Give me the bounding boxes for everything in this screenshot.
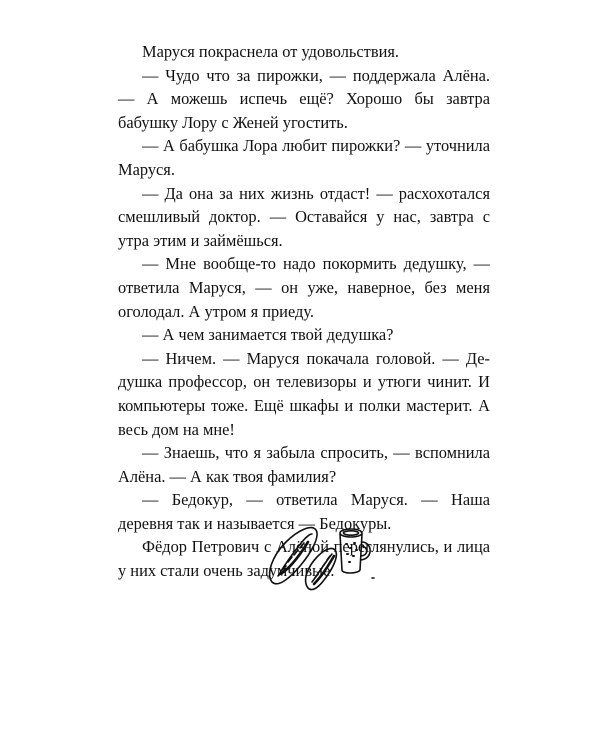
paragraph-4: — Да она за них жизнь отдаст! — расхохотался смешливый доктор. — Оставайся у нас, завтра с утра этим и займёшься.: [118, 183, 490, 250]
paragraph-3: — А бабушка Лора любит пирожки? — уточнила Маруся.: [118, 136, 490, 179]
paragraph-2: — Чудо что за пирожки, — поддержала Алёна. — А можешь испечь ещё? Хорошо бы завтра бабушку Лору с Женей угостить.: [118, 65, 490, 132]
paragraph-1: Маруся покраснела от удовольствия.: [142, 42, 399, 61]
mug-icon: [340, 529, 374, 578]
pie-left-icon: [270, 528, 317, 584]
paragraph-6: — А чем занимается твой дедушка?: [142, 325, 394, 345]
paragraph-7: — Ничем. — Маруся покачала головой. — Дедушка профессор, он телевизоры и утюги чинит. И компьютеры тоже. Ещё шкафы и полки мастерит. А весь дом на мне!: [118, 348, 490, 439]
paragraph-10: Фёдор Петрович с Алёной переглянулись, и лица у них стали очень задумчивые.: [118, 537, 490, 581]
story-text: [118, 40, 490, 583]
paragraph-9: — Бедокур, — ответила Маруся. — Наша деревня так и называется — Бедокуры.: [118, 490, 490, 533]
paragraph-8: — Знаешь, что я забыла спросить, — вспомнила Алёна. — А как твоя фамилия?: [118, 443, 490, 486]
pies-and-mug-illustration: [262, 512, 380, 594]
paragraph-5: — Мне вообще-то надо покормить дедушку, — ответила Маруся, — он уже, наверное, без меня оголодал. А утром я приеду.: [118, 254, 490, 321]
pie-right-icon: [306, 549, 337, 590]
